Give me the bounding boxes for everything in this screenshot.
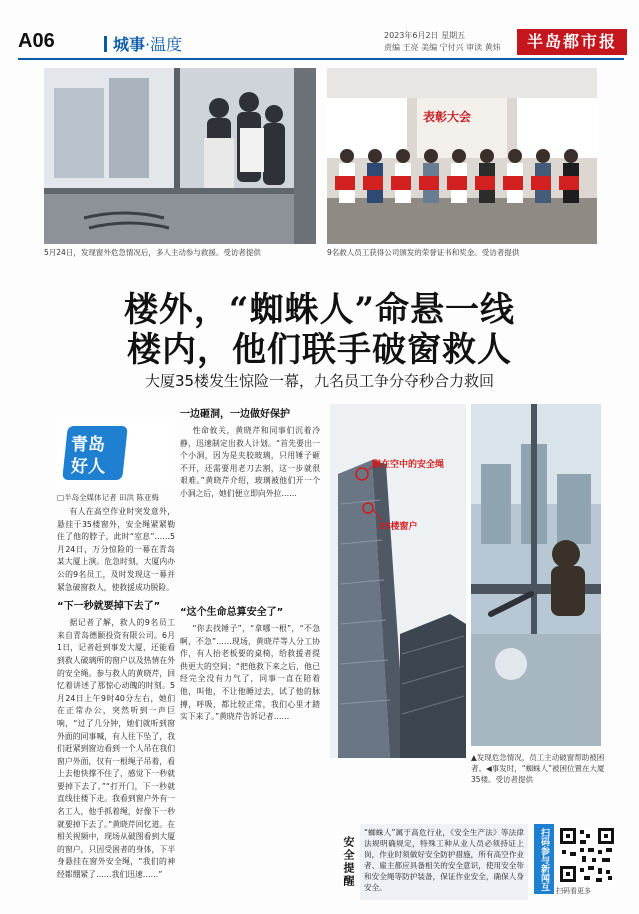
qingdao-good-people-badge [57, 420, 175, 484]
section-title [104, 32, 182, 55]
section-name: 城事 [113, 35, 146, 54]
subheadline: 大厦35楼发生惊险一幕，九名员工争分夺秒合力救回 [144, 372, 495, 390]
section-subname: ·温度 [145, 35, 183, 54]
header-meta [384, 30, 514, 54]
article-left-column [57, 506, 175, 882]
section-heading-2: 一边砸洞，一边做好保护 [180, 409, 290, 420]
award-photo [327, 68, 597, 244]
page-number: A06 [18, 30, 55, 52]
award-banner-text: 表彰大会 [423, 110, 472, 124]
headline-line-2: 楼内，他们联手破窗救人 [127, 330, 512, 370]
section-body-2: 性命攸关，黄晓芹和同事们沉着冷静，迅速制定出救人计划。“首先要出一个小洞，因为是夹胶玻璃，只用锤子砸不开，还需要用老刀去割，这一步就很艰难。”黄晓芹介绍，玻璃被他们开一个小洞之后，她们便立即向外拉…… [180, 426, 320, 498]
safety-reminder [330, 824, 528, 900]
rope-label: 飘在空中的安全绳 [372, 460, 445, 470]
section-heading-3: “这个生命总算安全了” [180, 607, 284, 618]
headline-line-1: 楼外，“蜘蛛人”命悬一线 [123, 290, 516, 330]
qr-tag: 扫码参与新闻互动 [534, 824, 554, 894]
intro-paragraph: 有人在高空作业时突发意外，悬挂于35楼窗外，安全绳紧紧勒住了他的脖子，此时“室息”……5月24日，万分惊险的一幕在青岛某大厦上演。危急时刻，大厦内办公的9名员工，及时发现这一幕并紧急破窗救人，使救援成功脱险。 [57, 507, 175, 592]
byline: □半岛全媒体记者 田洪 陈亚梅 [57, 493, 159, 502]
award-photo-caption: 9名救人员工获得公司颁发的荣誉证书和奖金。受访者提供 [327, 248, 520, 257]
section-body-1: 据记者了解，救人的9名员工来自青岛德颐投资有限公司。6月1日，记者赶到事发大厦，还能看到救人破璃所的窗户以及热情在外的安全绳。参与救人的黄晓芹，回忆着讲述了那惊心动魄的时刻。5月24日上午9时40分左右，她们在正常办公，突然听到一声巨响，“过了几分钟，她们就听到窗外面的同事喊，有人往下坠了，我们赶紧到窗边看到一个人吊在我们窗户外面，仅有一根绳子吊着，看上去他快撑不住了，感觉下一秒就要掉下去了。”“打开门，下一秒就直线往楼下走。我看到窗户外有一名工人，他手抓着绳，好像下一秒就要掉下去了。”黄晓芹回忆道。在相关视频中，现场从破图看到大厦的窗户，只因受困者的身体，下半身悬挂在窗外安全绳，“我们的神经都绷紧了……我们迅速……” [57, 618, 175, 880]
article-middle-column-2 [180, 600, 320, 724]
section-heading-1: “下一秒就要掉下去了” [57, 601, 161, 613]
window-rescue-photo-art [471, 404, 601, 746]
qr-code-art [558, 826, 616, 884]
header-rule [18, 58, 624, 60]
qr-caption: 扫码看更多 [556, 887, 591, 895]
rescue-photo-art [44, 68, 316, 244]
rescue-photo-caption: 5月24日，发现窗外危急情况后，多人主动参与救援。受访者提供 [44, 248, 261, 257]
award-photo-art [327, 68, 597, 244]
floor-label: 35楼窗户 [378, 522, 418, 532]
safety-text: “蜘蛛人”属于高危行业，《安全生产法》等法律法规明确规定，特殊工种从业人员必须持证上岗，作业时须做好安全防护措施，所有高空作业者、雇主都应具备相关的安全意识，使用安全带和安全绳等防护装备，保证作业安全，确保人身安全。 [360, 824, 528, 900]
window-rescue-caption: ▲发现危急情况，员工主动破窗帮助被困者。◀事发时，“蜘蛛人”被困位置在大厦35楼。受访者提供 [471, 753, 605, 784]
issue-date: 2023年6月2日 星期五 [384, 31, 466, 40]
rescue-photo [44, 68, 316, 244]
article-middle-column [180, 402, 320, 501]
badge-line-2: 好人 [71, 457, 105, 477]
staff-credits: 责编 王亮 美编 宁付兴 审读 黄炜 [384, 43, 501, 52]
safety-tag: 安全提醒 [342, 836, 355, 888]
section-bar-icon [104, 36, 107, 52]
badge-line-1: 青岛 [71, 435, 105, 455]
qr-code-icon[interactable] [558, 826, 616, 884]
window-rescue-photo [471, 404, 601, 746]
masthead-logo: 半岛都市报 [517, 29, 627, 55]
section-body-3: “你去找锤子”，“拿哪一根”，“不急啊，不急”……现场，黄晓芹等人分工协作，有人抬老板要的桌椅，给救援者提供更大的空间；“把他救下来之后，他已经完全没有力气了，同事一直在陪着他，叫他，不让他睡过去，试了他的脉搏，呼吸，都比较正常，我们心里才踏实下来了。”黄晓芹告诉记者…… [180, 624, 320, 722]
